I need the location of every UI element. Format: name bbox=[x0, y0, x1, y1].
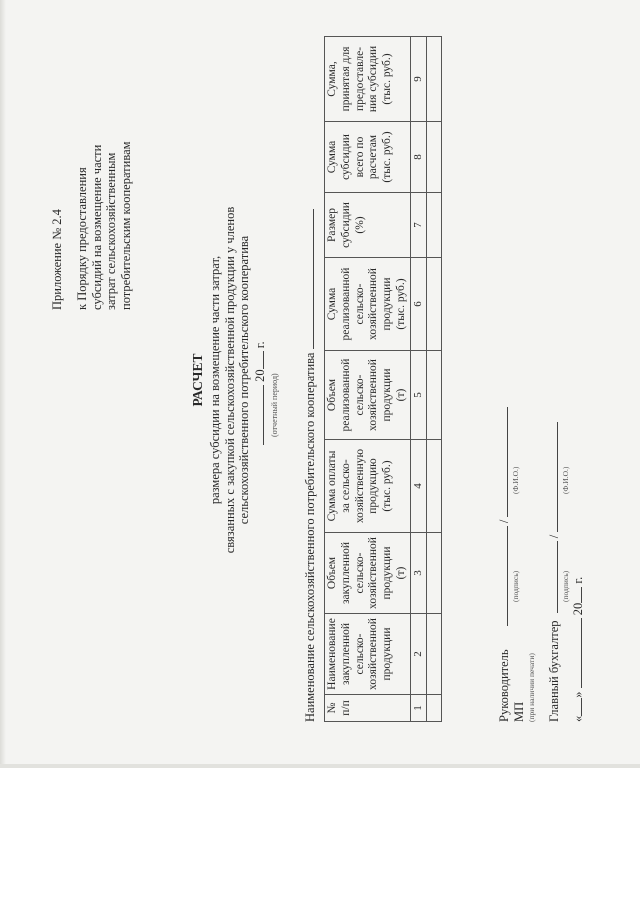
head-signature-block bbox=[496, 182, 512, 722]
accountant-name-blank bbox=[546, 422, 558, 532]
document-title: РАСЧЕТ bbox=[190, 353, 205, 407]
header-text: за сельско- bbox=[339, 459, 352, 513]
header-text: (т) bbox=[394, 566, 407, 580]
col-header-sold-sum bbox=[325, 258, 411, 351]
header-text: продукции bbox=[381, 627, 394, 681]
period-blank bbox=[252, 385, 264, 445]
column-number: 6 bbox=[410, 258, 426, 351]
period-year-blank bbox=[252, 351, 264, 369]
table-cell bbox=[426, 533, 441, 614]
header-text: Размер bbox=[326, 208, 338, 243]
signature-slash: / bbox=[547, 534, 561, 539]
scan-bottom-edge bbox=[0, 764, 640, 768]
column-number: 9 bbox=[410, 37, 426, 122]
column-number: 2 bbox=[410, 614, 426, 695]
date-year-suffix: г. bbox=[571, 576, 585, 584]
header-text: сельско- bbox=[353, 552, 366, 594]
table-cell bbox=[426, 351, 441, 440]
col-header-accepted-sum bbox=[325, 37, 411, 122]
header-text: реализованной bbox=[339, 358, 352, 432]
header-text: хозяйственной bbox=[367, 618, 380, 690]
calculation-table bbox=[324, 36, 442, 722]
column-number-row bbox=[410, 37, 426, 722]
appendix-line: затрат сельскохозяйственным bbox=[104, 152, 119, 310]
header-text: хозяйственной bbox=[367, 537, 380, 609]
period-hint: (отчетный период) bbox=[270, 373, 279, 437]
col-header-sold-volume bbox=[325, 351, 411, 440]
header-text: продукции bbox=[381, 546, 394, 600]
date-year-prefix: 20 bbox=[571, 602, 585, 616]
period-year-prefix: 20 bbox=[253, 369, 267, 382]
appendix-note bbox=[50, 40, 134, 310]
header-text: субсидии bbox=[339, 202, 352, 248]
date-close-quote: » bbox=[571, 691, 585, 698]
head-name-blank bbox=[496, 407, 508, 517]
header-text: п/п bbox=[339, 700, 352, 716]
head-label: Руководитель bbox=[497, 649, 511, 722]
header-text: всего по bbox=[353, 136, 366, 178]
table-cell bbox=[426, 258, 441, 351]
table-cell bbox=[426, 695, 441, 722]
date-open-quote: « bbox=[571, 715, 585, 722]
table-cell bbox=[426, 614, 441, 695]
header-text: Сумма оплаты bbox=[326, 450, 338, 522]
header-text: закупленной bbox=[339, 541, 352, 605]
scan-left-edge bbox=[0, 0, 6, 768]
accountant-signature-block bbox=[546, 182, 562, 722]
heading-line: сельскохозяйственного потребительского кооператива bbox=[237, 235, 252, 525]
col-header-payment-sum bbox=[325, 440, 411, 533]
header-text: сельско- bbox=[353, 374, 366, 416]
header-text: хозяйственной bbox=[367, 359, 380, 431]
header-text: (тыс. руб.) bbox=[381, 53, 394, 105]
header-text: сельско- bbox=[353, 283, 366, 325]
header-text: Сумма bbox=[326, 140, 338, 174]
col-header-subsidy-total bbox=[325, 122, 411, 193]
col-header-subsidy-rate bbox=[325, 193, 411, 258]
period-year-suffix: г. bbox=[253, 341, 267, 349]
stamp-hint: (при наличии печати) bbox=[527, 653, 536, 722]
table-cell bbox=[426, 37, 441, 122]
heading-line: связанных с закупкой сельскохозяйственной продукции у членов bbox=[222, 206, 237, 554]
period-line bbox=[252, 341, 268, 445]
header-text: (т) bbox=[394, 388, 407, 402]
appendix-line: потребительским кооперативам bbox=[119, 141, 133, 310]
accountant-name-hint: (Ф.И.О.) bbox=[561, 466, 570, 494]
header-text: сельско- bbox=[353, 633, 366, 675]
header-text: предоставле- bbox=[353, 46, 366, 112]
header-text: принятая для bbox=[339, 46, 352, 112]
header-text: Наименование bbox=[326, 618, 338, 690]
accountant-signature-blank bbox=[546, 541, 558, 613]
header-text: расчетам bbox=[367, 134, 380, 180]
header-text: закупленной bbox=[339, 622, 352, 686]
stamp-line bbox=[512, 182, 527, 722]
header-text: (тыс. руб.) bbox=[381, 131, 394, 183]
header-text: (тыс. руб.) bbox=[394, 278, 407, 330]
column-number: 8 bbox=[410, 122, 426, 193]
head-signature-blank bbox=[496, 526, 508, 626]
header-text: Сумма bbox=[326, 287, 338, 321]
header-text: Объем bbox=[326, 556, 338, 590]
organization-line bbox=[302, 102, 318, 722]
date-line bbox=[570, 182, 586, 722]
date-year-blank bbox=[570, 587, 582, 603]
table-cell bbox=[426, 122, 441, 193]
header-text: Сумма, bbox=[326, 61, 338, 97]
appendix-line: к Порядку предоставления bbox=[74, 167, 89, 310]
header-text: (%) bbox=[353, 216, 366, 234]
head-signature-hint: (подпись) bbox=[511, 570, 520, 602]
col-header-product-name bbox=[325, 614, 411, 695]
empty-table-row bbox=[426, 37, 441, 722]
col-header-purchased-volume bbox=[325, 533, 411, 614]
accountant-label: Главный бухгалтер bbox=[547, 620, 561, 722]
column-number: 7 bbox=[410, 193, 426, 258]
appendix-line: субсидий на возмещение части bbox=[89, 144, 104, 310]
header-text: хозяйственной bbox=[367, 268, 380, 340]
stamp-label: МП bbox=[512, 701, 526, 722]
header-text: (тыс. руб.) bbox=[381, 460, 394, 512]
rotated-form-page bbox=[38, 30, 598, 730]
heading-line: размера субсидии на возмещение части затрат, bbox=[207, 255, 222, 505]
head-name-hint: (Ф.И.О.) bbox=[511, 466, 520, 494]
table-header-row bbox=[325, 37, 411, 722]
header-text: продукции bbox=[381, 368, 394, 422]
date-day-blank bbox=[570, 698, 582, 716]
accountant-signature-hint: (подпись) bbox=[561, 570, 570, 602]
header-text: продукцию bbox=[367, 458, 380, 514]
document-heading bbox=[190, 140, 252, 620]
header-text: продукции bbox=[381, 277, 394, 331]
column-number: 3 bbox=[410, 533, 426, 614]
header-text: субсидии bbox=[339, 134, 352, 180]
appendix-title: Приложение № 2.4 bbox=[50, 209, 64, 310]
header-text: Объем bbox=[326, 378, 338, 412]
header-text: реализованной bbox=[339, 267, 352, 341]
table-cell bbox=[426, 440, 441, 533]
header-text: ния субсидии bbox=[367, 45, 380, 113]
signature-slash: / bbox=[497, 519, 511, 524]
column-number: 5 bbox=[410, 351, 426, 440]
table-cell bbox=[426, 193, 441, 258]
col-header-number bbox=[325, 695, 411, 722]
column-number: 1 bbox=[410, 695, 426, 722]
column-number: 4 bbox=[410, 440, 426, 533]
organization-label: Наименование сельскохозяйственного потребительского кооператива bbox=[303, 352, 317, 722]
header-text: № bbox=[326, 702, 338, 714]
date-month-blank bbox=[570, 618, 582, 688]
organization-blank bbox=[302, 209, 314, 349]
header-text: хозяйственную bbox=[353, 448, 366, 524]
